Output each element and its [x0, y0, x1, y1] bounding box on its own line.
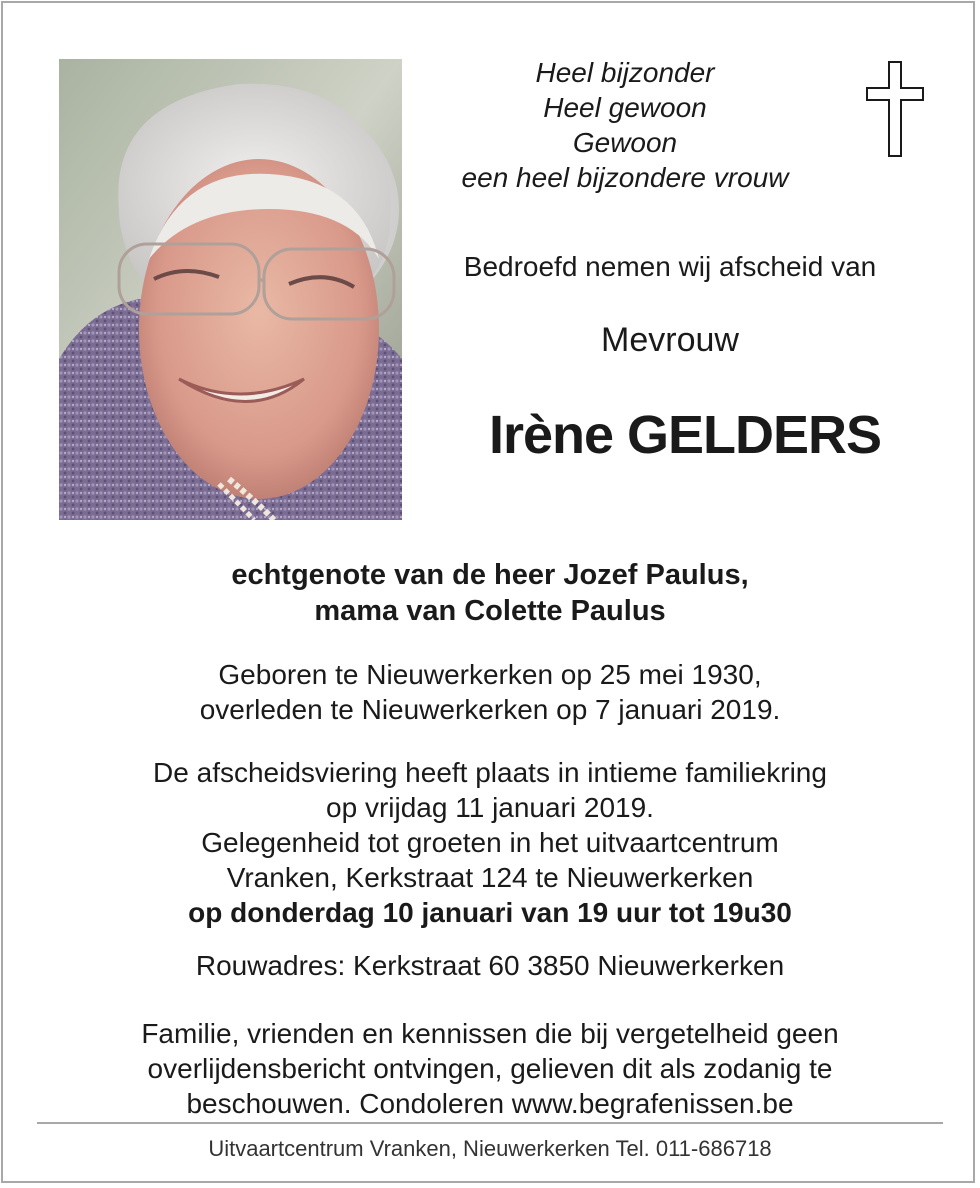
poem-line: Heel gewoon	[543, 92, 707, 123]
notice-line: overlijdensbericht ontvingen, gelieven dit als zodanig te	[147, 1053, 833, 1084]
life-dates	[0, 657, 980, 727]
ceremony-line: De afscheidsviering heeft plaats in intieme familiekring	[153, 757, 827, 788]
mourning-address: Rouwadres: Kerkstraat 60 3850 Nieuwerkerken	[195, 950, 785, 981]
poem-line: Gewoon	[572, 127, 678, 158]
birth-line: Geboren te Nieuwerkerken op 25 mei 1930,	[218, 659, 762, 690]
poem-line: een heel bijzondere vrouw	[461, 162, 789, 193]
ceremony-info	[0, 755, 980, 930]
honorific: Mevrouw	[601, 321, 739, 359]
ceremony-line: op vrijdag 11 januari 2019.	[326, 792, 654, 823]
portrait-photo	[59, 59, 402, 520]
notice-line: Familie, vrienden en kennissen die bij vergetelheid geen	[141, 1018, 839, 1049]
visitation-time: op donderdag 10 januari van 19 uur tot 19u30	[188, 897, 792, 928]
intro-text: Bedroefd nemen wij afscheid van	[463, 251, 877, 282]
relations	[0, 557, 980, 629]
notice	[0, 1016, 980, 1121]
footer-text: Uitvaartcentrum Vranken, Nieuwerkerken Tel. 011-686718	[208, 1136, 772, 1161]
deceased-name: Irène GELDERS	[488, 405, 882, 465]
relation-line: mama van Colette Paulus	[314, 595, 666, 627]
poem	[420, 55, 830, 195]
footer-divider	[37, 1122, 943, 1124]
ceremony-line: Vranken, Kerkstraat 124 te Nieuwerkerken	[226, 862, 754, 893]
relation-line: echtgenote van de heer Jozef Paulus,	[231, 559, 749, 591]
poem-line: Heel bijzonder	[535, 57, 715, 88]
death-line: overleden te Nieuwerkerken op 7 januari 2019.	[199, 694, 781, 725]
notice-line: beschouwen. Condoleren www.begrafenissen.be	[186, 1088, 794, 1119]
cross-icon	[865, 60, 925, 160]
ceremony-line: Gelegenheid tot groeten in het uitvaartcentrum	[201, 827, 779, 858]
